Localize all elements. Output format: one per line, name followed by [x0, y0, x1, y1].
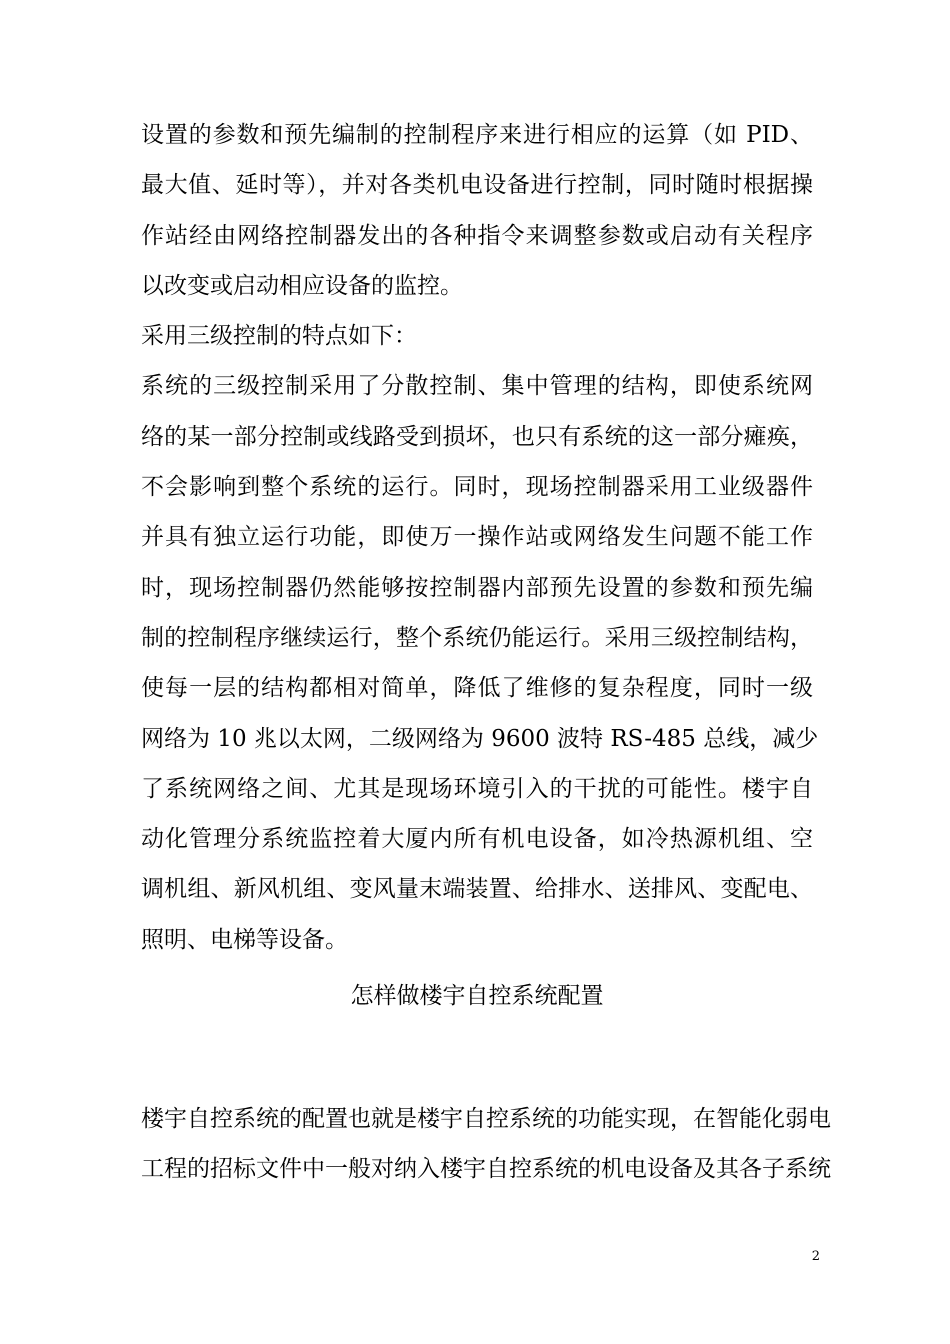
text-line: 调机组、新风机组、变风量末端装置、给排水、送排风、变配电、 [141, 876, 813, 903]
text-line: 时，现场控制器仍然能够按控制器内部预先设置的参数和预先编 [141, 574, 813, 601]
text-line: 了系统网络之间、尤其是现场环境引入的干扰的可能性。楼宇自 [141, 775, 813, 802]
text-line: 系统的三级控制采用了分散控制、集中管理的结构，即使系统网 [141, 373, 813, 400]
page-number: 2 [811, 1249, 820, 1264]
text-line: 照明、电梯等设备。 [141, 926, 348, 953]
text-line: 不会影响到整个系统的运行。同时，现场控制器采用工业级器件 [141, 474, 813, 501]
text-line: 最大值、延时等），并对各类机电设备进行控制，同时随时根据操 [141, 172, 813, 199]
text-line: 使每一层的结构都相对简单，降低了维修的复杂程度，同时一级 [141, 675, 813, 702]
text-line: 工程的招标文件中一般对纳入楼宇自控系统的机电设备及其各子系统 [141, 1156, 831, 1183]
text-line: 制的控制程序继续运行，整个系统仍能运行。采用三级控制结构， [141, 624, 813, 651]
body-text-block-one [141, 110, 819, 965]
text-line: 采用三级控制的特点如下： [141, 323, 417, 350]
body-text-block-two [141, 1094, 831, 1195]
text-line: 络的某一部分控制或线路受到损坏，也只有系统的这一部分瘫痪， [141, 423, 813, 450]
text-line: 动化管理分系统监控着大厦内所有机电设备，如冷热源机组、空 [141, 826, 813, 853]
section-heading: 怎样做楼宇自控系统配置 [350, 983, 604, 1009]
text-line: 以改变或启动相应设备的监控。 [141, 272, 463, 299]
text-line: 并具有独立运行功能，即使万一操作站或网络发生问题不能工作 [141, 524, 813, 551]
text-line: 网络为 10 兆以太网，二级网络为 9600 波特 RS-485 总线，减少 [141, 725, 819, 752]
text-line: 作站经由网络控制器发出的各种指令来调整参数或启动有关程序 [141, 222, 813, 249]
text-line: 楼宇自控系统的配置也就是楼宇自控系统的功能实现，在智能化弱电 [141, 1106, 831, 1132]
text-line: 设置的参数和预先编制的控制程序来进行相应的运算（如 PID、 [141, 122, 813, 148]
